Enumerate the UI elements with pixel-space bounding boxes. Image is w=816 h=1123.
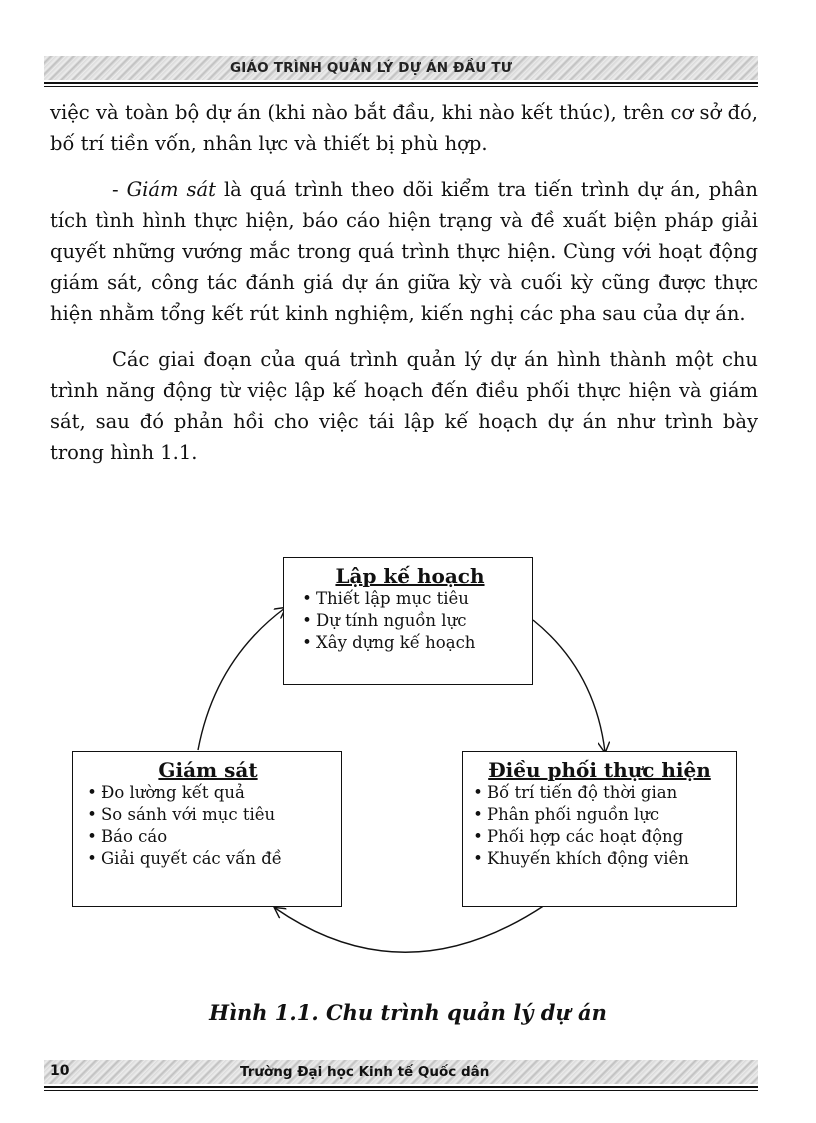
- body-text: [50, 97, 758, 468]
- coordination-list: [469, 782, 730, 870]
- coordination-item: • Phân phối nguồn lực: [469, 804, 730, 826]
- coordination-item: • Bố trí tiến độ thời gian: [469, 782, 730, 804]
- footer-school-name: Trường Đại học Kinh tế Quốc dân: [240, 1064, 490, 1080]
- monitoring-item: • Báo cáo: [83, 826, 333, 848]
- paragraph-2-rest: là quá trình theo dõi kiểm tra tiến trình dự án, phân tích tình hình thực hiện, báo cáo hiện trạng và đề xuất biện pháp giải quyết những vướng mắc trong quá trình thực hiện. Cùng với hoạt động giám sát, công tác đánh giá dự án giữa kỳ và cuối kỳ cũng được thực hiện nhằm tổng kết rút kinh nghiệm, kiến nghị các pha sau của dự án.: [50, 178, 758, 325]
- monitoring-item: • Đo lường kết quả: [83, 782, 333, 804]
- arrow-coordination-to-monitoring: [275, 905, 545, 952]
- figure-caption: Hình 1.1. Chu trình quản lý dự án: [209, 1000, 607, 1025]
- monitoring-box: [72, 751, 342, 907]
- footer-rule-thin: [44, 1090, 758, 1091]
- coordination-item: • Khuyến khích động viên: [469, 848, 730, 870]
- monitoring-list: [83, 782, 333, 870]
- arrow-monitoring-to-planning: [198, 608, 285, 750]
- paragraph-3: Các giai đoạn của quá trình quản lý dự án hình thành một chu trình năng động từ việc lập kế hoạch đến điều phối thực hiện và giám sát, sau đó phản hồi cho việc tái lập kế hoạch dự án như trình bày trong hình 1.1.: [50, 348, 758, 464]
- page-number: 10: [50, 1063, 70, 1079]
- planning-box: [283, 557, 533, 685]
- term-giam-sat: Giám sát: [126, 178, 216, 201]
- planning-item: • Thiết lập mục tiêu: [298, 588, 522, 610]
- header-rule: [44, 82, 758, 84]
- planning-item: • Dự tính nguồn lực: [298, 610, 522, 632]
- paragraph-2: [50, 174, 758, 329]
- coordination-box: [462, 751, 737, 907]
- dash: -: [112, 178, 127, 201]
- monitoring-title: Giám sát: [158, 758, 258, 782]
- running-header-title: GIÁO TRÌNH QUẢN LÝ DỰ ÁN ĐẦU TƯ: [230, 60, 513, 76]
- coordination-title: Điều phối thực hiện: [488, 758, 711, 782]
- arrow-planning-to-coordination: [533, 620, 605, 752]
- planning-item: • Xây dựng kế hoạch: [298, 632, 522, 654]
- monitoring-item: • So sánh với mục tiêu: [83, 804, 333, 826]
- monitoring-item: • Giải quyết các vấn đề: [83, 848, 333, 870]
- footer-rule: [44, 1086, 758, 1088]
- planning-list: [298, 588, 522, 654]
- paragraph-1: việc và toàn bộ dự án (khi nào bắt đầu, khi nào kết thúc), trên cơ sở đó, bố trí tiền vốn, nhân lực và thiết bị phù hợp.: [50, 101, 758, 155]
- header-rule-thin: [44, 86, 758, 87]
- coordination-item: • Phối hợp các hoạt động: [469, 826, 730, 848]
- planning-title: Lập kế hoạch: [335, 564, 485, 588]
